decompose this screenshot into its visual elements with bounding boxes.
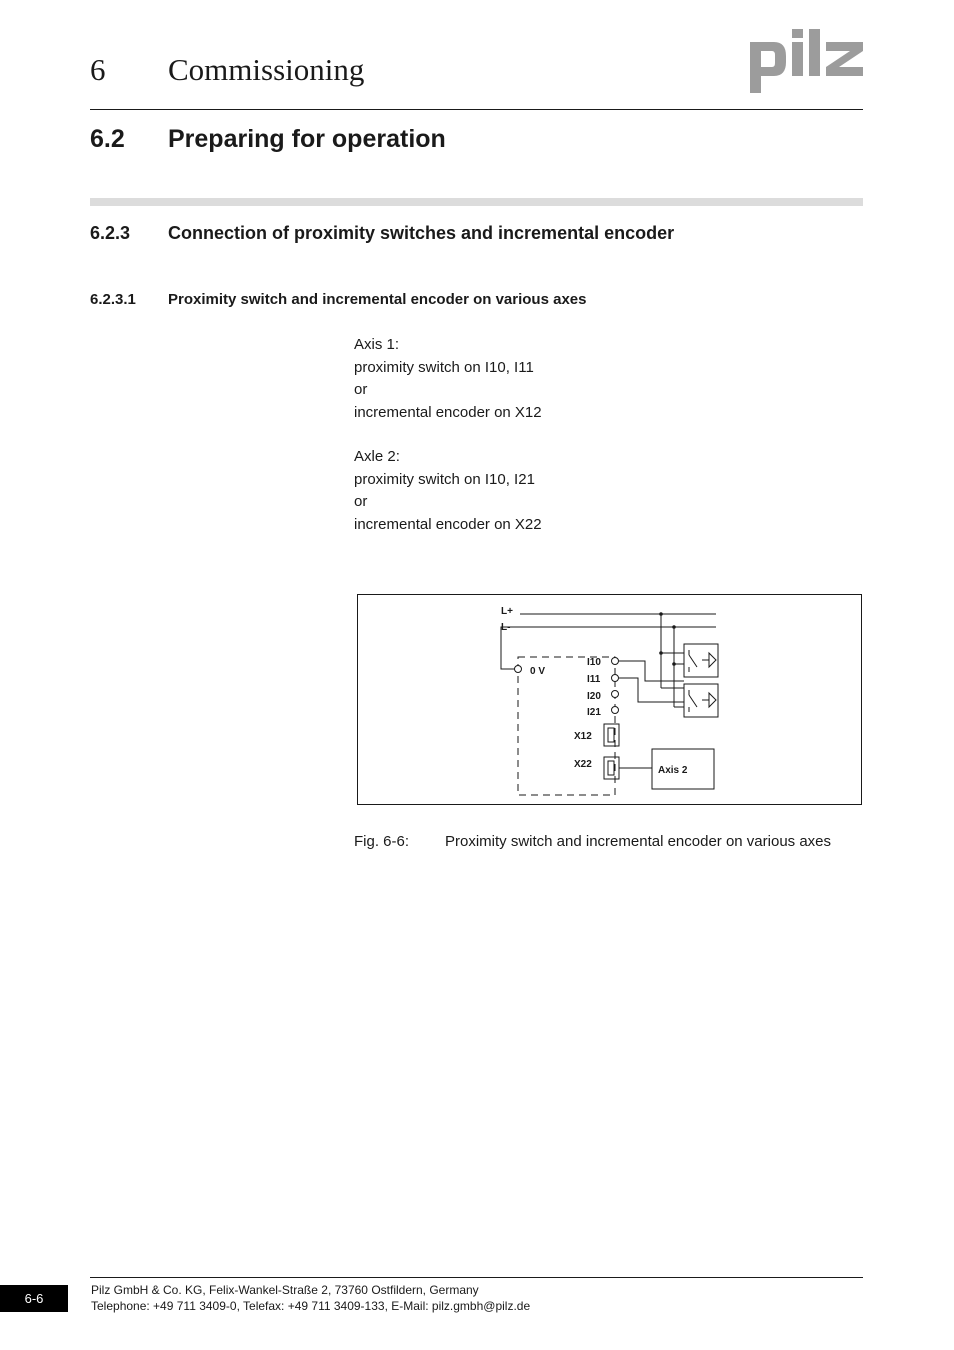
- l-minus-label: L-: [501, 622, 511, 633]
- i20-label: I20: [587, 691, 601, 702]
- axis2-line: Axle 2:: [354, 448, 400, 465]
- chapter-number: 6: [90, 52, 106, 87]
- figure-caption: Proximity switch and incremental encoder on various axes: [445, 833, 832, 850]
- figure-label: Fig. 6-6:: [354, 833, 410, 850]
- axis1-description: [354, 334, 542, 424]
- subsection-number: 6.2.3: [90, 223, 131, 243]
- header-rule: [90, 109, 863, 110]
- x22-connector: [604, 757, 619, 779]
- axis2-label: Axis 2: [658, 765, 688, 776]
- pilz-logo: [748, 28, 865, 94]
- footer-address: Pilz GmbH & Co. KG, Felix-Wankel-Straße 2, 73760 Ostfildern, Germany: [91, 1283, 479, 1297]
- axis2-line: incremental encoder on X22: [354, 515, 542, 533]
- proximity-sensor-2: [684, 684, 718, 717]
- page-number: 6-6: [0, 1285, 68, 1312]
- i21-terminal: [612, 707, 619, 714]
- x22-label: X22: [574, 759, 592, 770]
- x12-connector: [604, 724, 619, 746]
- footer-rule: [90, 1277, 863, 1278]
- section-divider: [90, 198, 863, 206]
- zero-v-terminal: [515, 666, 522, 673]
- i11-label: I11: [587, 674, 601, 685]
- subsubsection-title: Proximity switch and incremental encoder on various axes: [168, 291, 587, 308]
- x12-label: X12: [574, 731, 592, 742]
- axis2-line: or: [354, 493, 368, 510]
- i10-terminal: [612, 658, 619, 665]
- wiring-diagram-frame: [357, 594, 862, 805]
- proximity-sensor-1: [684, 644, 718, 677]
- axis1-line: Axis 1:: [354, 336, 400, 353]
- axis2-line: proximity switch on I10, I21: [354, 470, 535, 488]
- subsubsection-number: 6.2.3.1: [90, 291, 136, 308]
- i11-terminal: [612, 675, 619, 682]
- zero-v-feed: [501, 627, 520, 669]
- section-number: 6.2: [90, 125, 125, 153]
- l-plus-label: L+: [501, 606, 513, 617]
- chapter-title: Commissioning: [168, 52, 365, 87]
- footer-contact: Telephone: +49 711 3409-0, Telefax: +49 711 3409-133, E-Mail: pilz.gmbh@pilz.de: [91, 1299, 531, 1313]
- i10-label: I10: [587, 657, 601, 668]
- subsection-title: Connection of proximity switches and incremental encoder: [168, 223, 675, 243]
- axis1-line: proximity switch on I10, I11: [354, 358, 534, 376]
- axis1-line: or: [354, 381, 368, 398]
- zero-v-label: 0 V: [530, 666, 546, 677]
- section-title: Preparing for operation: [168, 125, 446, 153]
- axis2-description: [354, 446, 542, 536]
- wiring-diagram: [358, 595, 861, 804]
- i21-label: I21: [587, 707, 601, 718]
- axis1-line: incremental encoder on X12: [354, 403, 542, 421]
- device-boundary: [518, 657, 615, 795]
- i20-terminal: [612, 691, 619, 698]
